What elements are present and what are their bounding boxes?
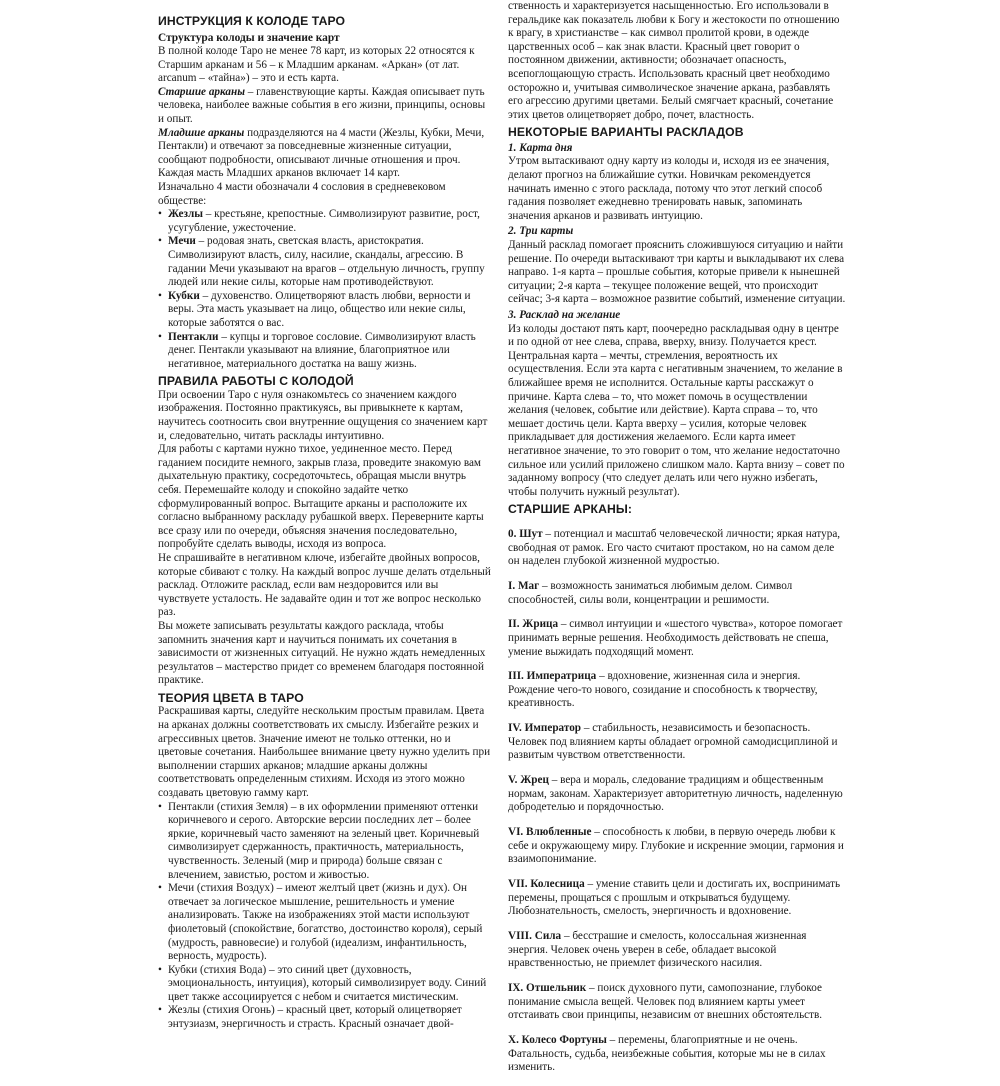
rules-paragraph-4: Вы можете записывать результаты каждого расклада, чтобы запомнить значения карт и научиться понимать их сочетания в зависимости от жизненных ситуаций. Не нужно ждать немедленных результатов – мастерство придет со временем благодаря постоянной практике. xyxy=(158,619,486,687)
rules-paragraph-3: Не спрашивайте в негативном ключе, избегайте двойных вопросов, которые сбивают с толку. На каждый вопрос лучше делать отдельный расклад. Отложите расклад, если вам нездоровится или вы чувствуете усталость. Не задавайте один и тот же вопрос несколько раз. xyxy=(158,551,491,619)
spread-1-title: 1. Карта дня xyxy=(508,141,573,154)
list-item: • Жезлы (стихия Огонь) – красный цвет, который олицетворяет энтузиазм, энергичность и страсть. Красный означает двой- xyxy=(158,1004,492,1031)
major-arcana-heading: СТАРШИЕ АРКАНЫ: xyxy=(508,502,633,517)
color-theory-heading: ТЕОРИЯ ЦВЕТА В ТАРО xyxy=(158,690,304,705)
list-item: V. Жрец – вера и мораль, следование традициям и общественным нормам, законам. Характеризует авторитетную личность, наделенную добродетелью и порядочностью. xyxy=(508,774,843,814)
list-item: • Кубки (стихия Вода) – это синий цвет (духовность, эмоциональность, интуиция), который символизирует воду. Синий цвет также ассоциируется с небом и считается мистическим. xyxy=(158,964,492,1005)
list-item: II. Жрица – символ интуиции и «шестого чувства», которое помогает принимать верные решения. Необходимость действовать не спеша, умение выжидать подходящий момент. xyxy=(508,618,843,658)
list-item: VII. Колесница – умение ставить цели и достигать их, воспринимать перемены, прощаться с прошлым и открываться будущему. Любознательность, смелость, энергичность и вдохновение. xyxy=(508,878,841,918)
rules-heading: ПРАВИЛА РАБОТЫ С КОЛОДОЙ xyxy=(158,374,354,389)
list-item: X. Колесо Фортуны – перемены, благоприятные и не очень. Фатальность, судьба, неизбежные события, которые мы не в силах изменить. xyxy=(508,1034,826,1074)
list-item: IX. Отшельник – поиск духовного пути, самопознание, глубокое понимание смысла вещей. Человек под влиянием карты умеет отстаивать свои принципы, независим от внешних обстоятельств. xyxy=(508,982,823,1022)
structure-heading: Структура колоды и значение карт xyxy=(158,31,340,44)
minor-arcana-text: подразделяются на 4 масти (Жезлы, Кубки, Мечи, Пентакли) и отвечают за повседневные жизненные ситуации, сообщают подробности, описывают личные отношения и проч. Каждая масть Младших арканов включает 14 карт. xyxy=(158,126,485,180)
list-item: VI. Влюбленные – способность к любви, в первую очередь любви к себе и окружающему миру. Глубокие и искренние эмоции, гармония и взаимопонимание. xyxy=(508,826,844,866)
spread-1-text: Утром вытаскивают одну карту из колоды и, исходя из ее значения, делают прогноз на ближайшие сутки. Новичкам рекомендуется начинать именно с этого расклада, потому что этот легкий способ гадания позволяет ежедневно тренировать навык, запоминать значения арканов и развивать интуицию. xyxy=(508,155,830,222)
major-arcana-lead: Старшие арканы xyxy=(158,85,245,98)
spread-2-title: 2. Три карты xyxy=(508,225,574,238)
minor-arcana-lead: Младшие арканы xyxy=(158,126,245,139)
right-column xyxy=(508,0,846,1086)
list-item: III. Императрица – вдохновение, жизненная сила и энергия. Рождение чего-то нового, созидание и способность к творчеству, креативность. xyxy=(508,670,818,710)
list-item: • Жезлы – крестьяне, крепостные. Символизируют развитие, рост, усугубление, ужесточение. xyxy=(158,208,492,235)
list-item: • Пентакли – купцы и торговое сословие. Символизируют власть денег. Пентакли указывают на влияние, благоприятное или негативное, материального достатка на вашу жизнь. xyxy=(158,331,492,372)
major-arcana-paragraph xyxy=(158,86,492,127)
minor-arcana-paragraph xyxy=(158,127,492,181)
list-item: IV. Император – стабильность, независимость и безопасность. Человек под влиянием карты обладает огромной самодисциплиной и развитым чувством ответственности. xyxy=(508,722,838,762)
spreads-heading: НЕКОТОРЫЕ ВАРИАНТЫ РАСКЛАДОВ xyxy=(508,125,744,140)
list-item: • Мечи – родовая знать, светская власть, аристократия. Символизируют власть, силу, насилие, скандалы, агрессию. В гадании Мечи указывают на врагов – отдельную личность, группу людей или некие силы, которые нам противодействуют. xyxy=(158,235,492,289)
left-column xyxy=(158,14,492,1032)
document-title: ИНСТРУКЦИЯ К КОЛОДЕ ТАРО xyxy=(158,14,346,28)
list-item: 0. Шут – потенциал и масштаб человеческой личности; яркая натура, свободная от рамок. Его часто считают простаком, но на самом деле он наделен глубокой жизненной мудростью. xyxy=(508,527,841,568)
list-item: • Кубки – духовенство. Олицетворяют власть любви, верности и веры. Эта масть указывает на лицо, общество или некие силы, которые заботятся о вас. xyxy=(158,290,492,331)
list-item: • Пентакли (стихия Земля) – в их оформлении применяют оттенки коричневого и серого. Авторские версии последних лет – более яркие, коричневый часто заменяют на зеленый цвет. Коричневый символизирует сдержанность, практичность, материальность, чувственность. Зеленый (мир и природа) больше связан с влечением, завистью, ростом и живостью. xyxy=(158,801,492,883)
color-theory-paragraph: Раскрашивая карты, следуйте нескольким простым правилам. Цвета на арканах должны соответствовать их смыслу. Избегайте резких и агрессивных цветов. Значение имеют не только оттенки, но и цветовые сочетания. Наибольшее внимание цвету нужно уделить при выполнении старших арканов; младшие арканы должны соответствовать определенным стихиям. Исходя из этого можно создавать цветовую гамму карт. xyxy=(158,705,491,799)
red-color-continuation: ственность и характеризуется насыщенностью. Его использовали в геральдике как показатель любви к Богу и жестокости по отношению к врагу, в христианстве – как символ пролитой крови, в одежде царственных особ – как знак власти. Красный цвет говорит о постоянном движении, активности; обозначает опасность, всепоглощающую страсть. Использовать красный цвет необходимо осторожно и, учитывая символическое значение аркана, разбавлять его агрессию другими цветами. Белый смягчает красный, сочетание этих цветов олицетворяет добро, почет, властность. xyxy=(508,0,840,121)
spread-3-title: 3. Расклад на желание xyxy=(508,308,621,321)
list-item: • Мечи (стихия Воздух) – имеют желтый цвет (жизнь и дух). Он отвечает за логическое мышление, решительность и умение анализировать. Также на изображениях этой масти используют фиолетовый (спокойствие, богатство, достоинство короля), серый (мудрость, равновесие) и голубой (идеализм, инфантильность, верность, мудрость). xyxy=(158,882,492,964)
structure-paragraph: В полной колоде Таро не менее 78 карт, из которых 22 относятся к Старшим арканам и 56 – к Младшим арканам. «Аркан» (от лат. arcanum – «тайна») – это и есть карта. xyxy=(158,45,475,85)
rules-paragraph-2: Для работы с картами нужно тихое, уединенное место. Перед гаданием посидите немного, закрыв глаза, проведите знакомую вам дыхательную практику, сосредоточьтесь, обращая мысли внутрь себя. Перемешайте колоду и спокойно задайте четко сформулированный вопрос. Вытащите арканы и расположите их согласно выбранному раскладу рубашкой вверх. Переверните карты все сразу или по очереди, объясняя значения последовательно, попробуйте сделать выводы, исходя из вопроса. xyxy=(158,443,484,551)
spread-2-text: Данный расклад помогает прояснить сложившуюся ситуацию и найти решение. По очереди вытаскивают три карты и выкладывают их слева направо. 1-я карта – прошлые события, которые привели к нынешней ситуации; 2-я карта – текущее положение вещей, что происходит сейчас; 3-я карта – возможное развитие событий, изменение ситуации. xyxy=(508,239,846,306)
suits-list xyxy=(158,208,492,371)
spread-3-text: Из колоды достают пять карт, поочередно раскладывая одну в центре и по одной от нее слева, справа, вверху, внизу. Получается крест. Центральная карта – мечты, стремления, вероятность их осуществления. Если эта карта с негативным значением, то желание в ближайшее время не исполнится. Остальные карты расскажут о причине. Карта слева – то, что может помочь в осуществлении желания (человек, событие или действие). Карта справа – то, что мешает достичь цели. Карта вверху – усилия, которые человек прикладывает для достижения желаемого. Если карта имеет негативное значение, то это говорит о том, что желание недостаточно сильное или усилий приложено слишком мало. Карта внизу – совет по заданному вопросу (что следует делать или чего нужно избегать, чтобы получить нужный результат). xyxy=(508,322,845,498)
arcana-list xyxy=(508,528,846,1075)
list-item: I. Маг – возможность заниматься любимым делом. Символ способностей, силы воли, концентрации и решимости. xyxy=(508,579,793,606)
estates-paragraph: Изначально 4 масти обозначали 4 сословия в средневековом обществе: xyxy=(158,181,446,207)
rules-paragraph-1: При освоении Таро с нуля ознакомьтесь со значением каждого изображения. Постоянно практикуясь, вы привыкнете к картам, научитесь соотносить свои внутренние ощущения со значением карт и, следовательно, читать расклады интуитивно. xyxy=(158,388,488,442)
major-arcana-text: – главенствующие карты. Каждая описывает путь человека, наиболее важные события в его жизни, принципы, основы и опыт. xyxy=(158,85,486,126)
list-item: VIII. Сила – бесстрашие и смелость, колоссальная жизненная энергия. Человек очень уверен в себе, обладает высокой нравственностью, не приемлет физического насилия. xyxy=(508,930,807,970)
elements-list xyxy=(158,801,492,1032)
